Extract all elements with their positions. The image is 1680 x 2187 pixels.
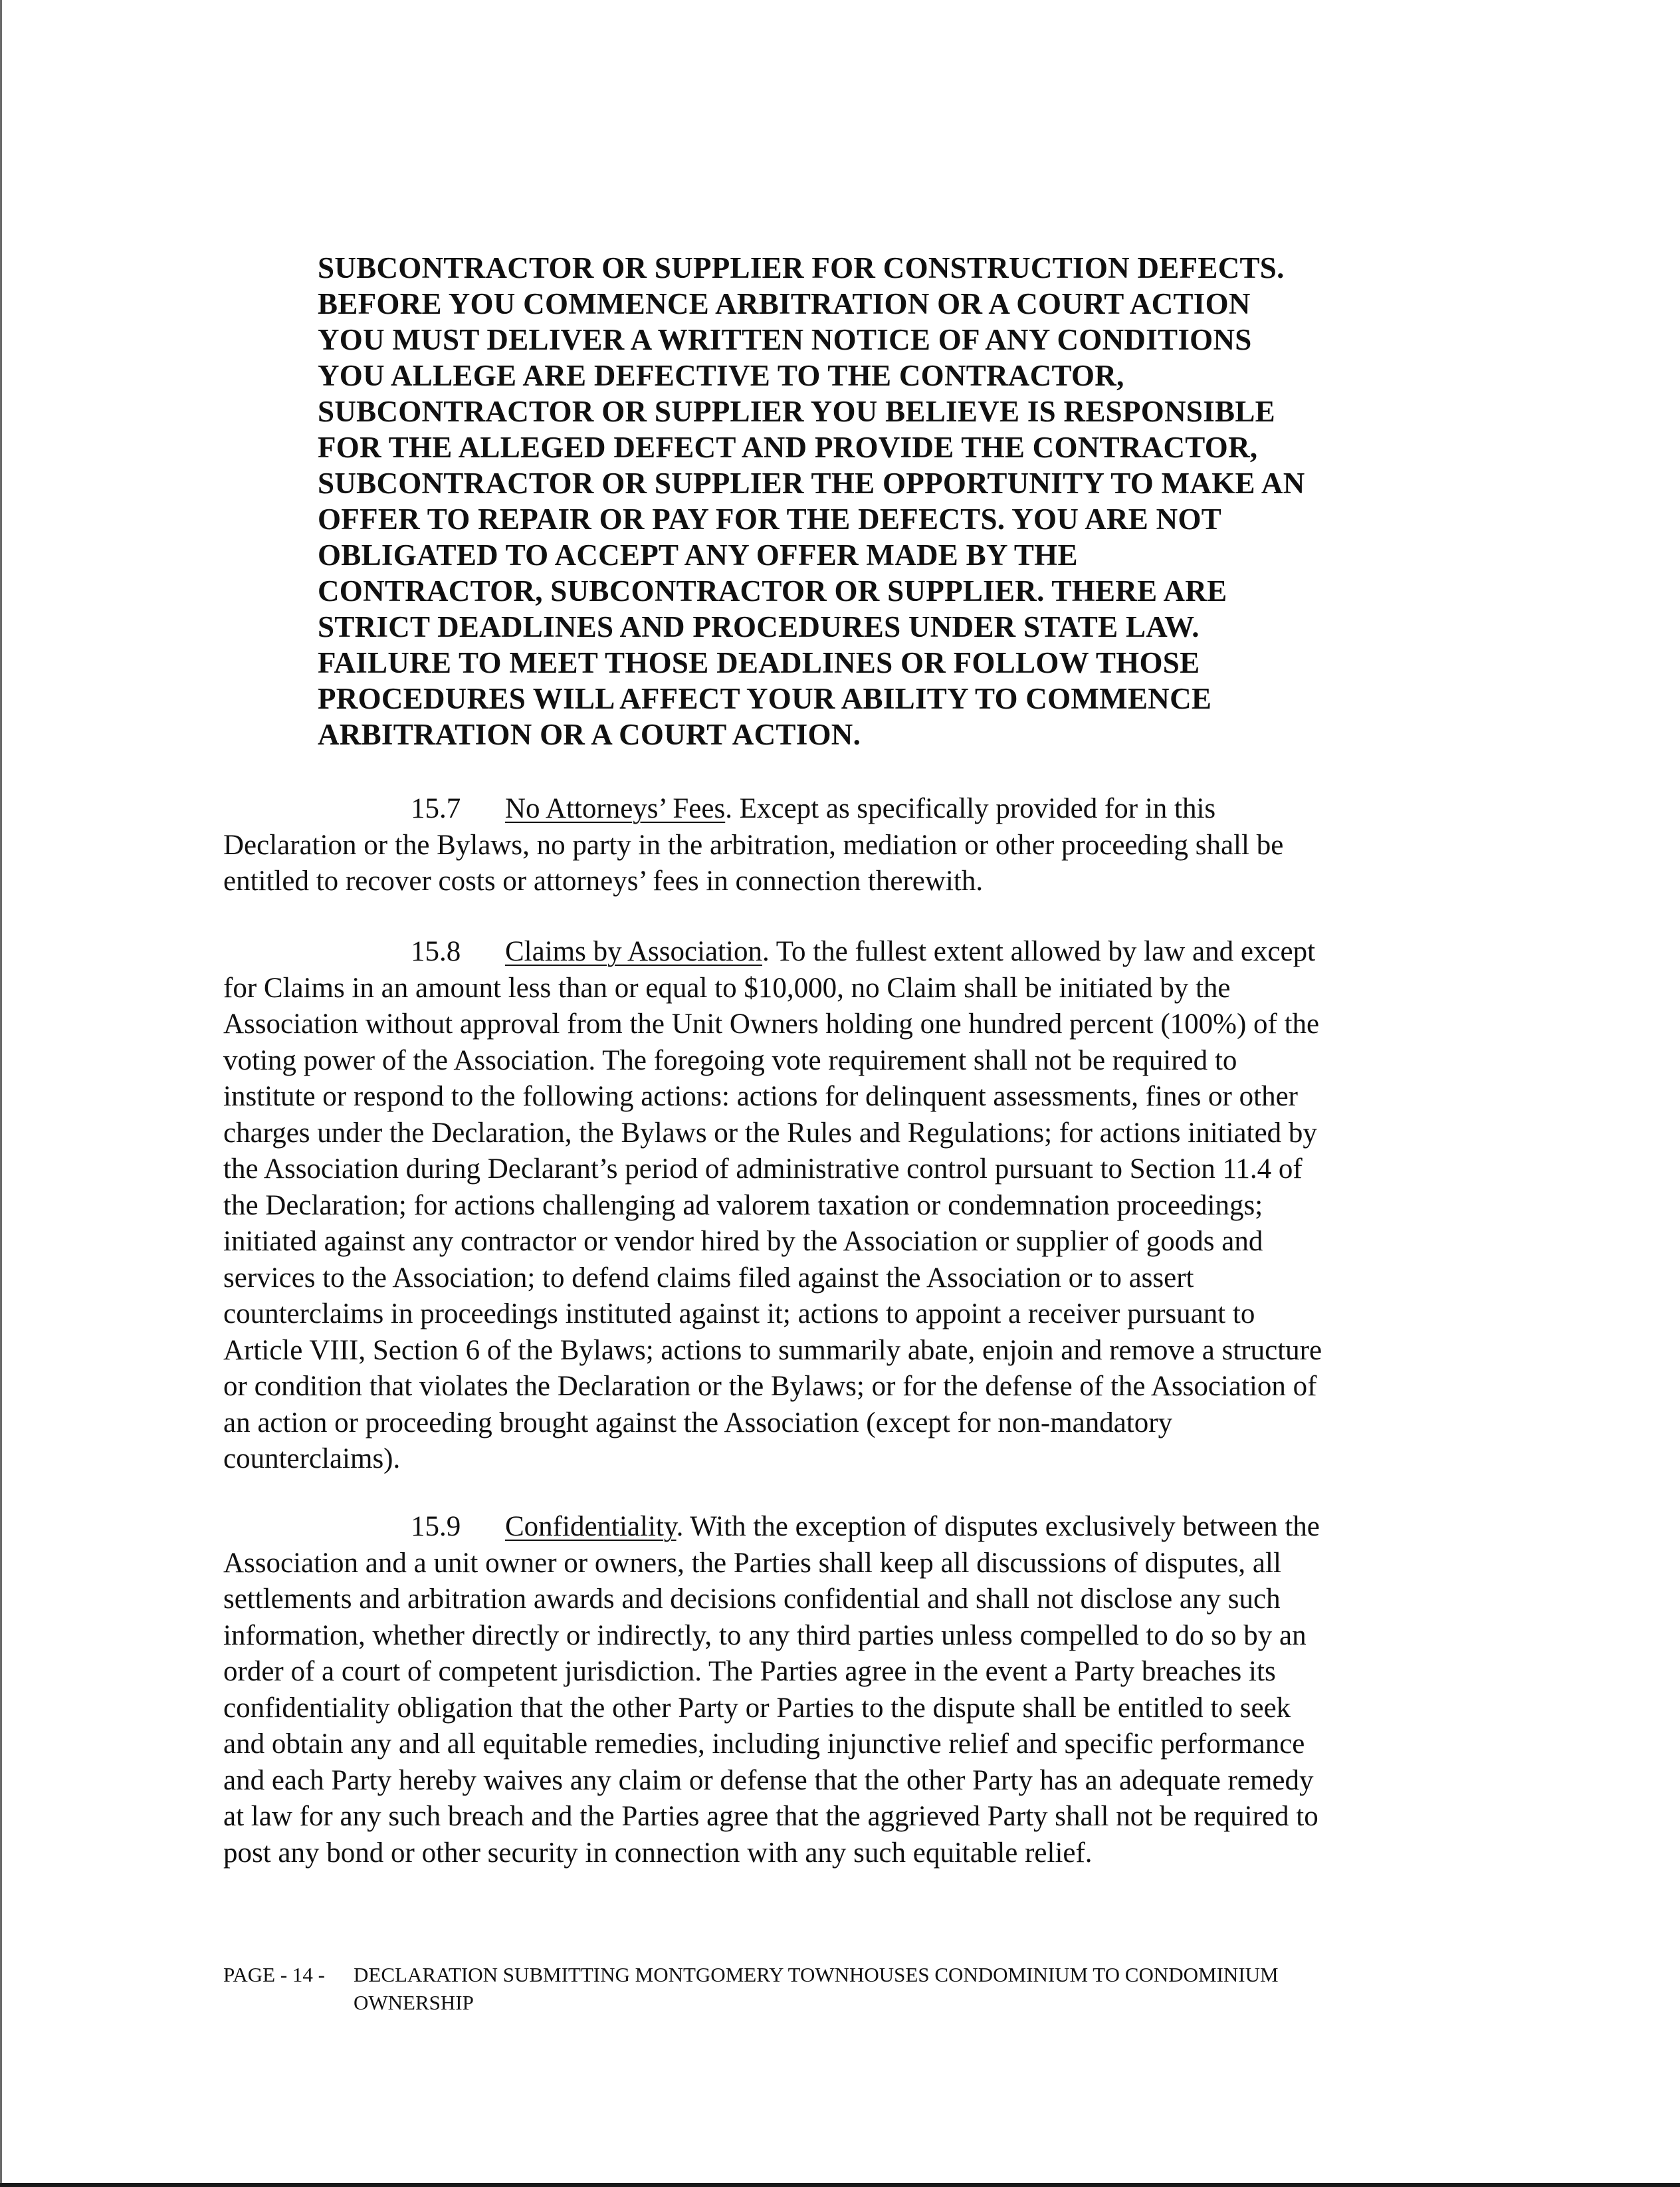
notice-line: SUBCONTRACTOR OR SUPPLIER THE OPPORTUNITY TO MAKE AN bbox=[318, 467, 1305, 500]
section-line: the Association during Declarant’s period of administrative control pursuant to Section 11.4 of bbox=[223, 1153, 1303, 1185]
section-first-line bbox=[223, 791, 1439, 828]
bottom-scan-edge bbox=[0, 2183, 1680, 2187]
notice-line: YOU MUST DELIVER A WRITTEN NOTICE OF ANY CONDITIONS bbox=[318, 323, 1252, 356]
notice-line: SUBCONTRACTOR OR SUPPLIER YOU BELIEVE IS RESPONSIBLE bbox=[318, 395, 1275, 428]
section-15-9-confidentiality bbox=[223, 1509, 1439, 1871]
section-line: information, whether directly or indirectly, to any third parties unless compelled to do so by an bbox=[223, 1619, 1307, 1651]
section-line: at law for any such breach and the Parties agree that the aggrieved Party shall not be required to bbox=[223, 1801, 1318, 1832]
section-line: and each Party hereby waives any claim or defense that the other Party has an adequate remedy bbox=[223, 1764, 1314, 1796]
section-line: counterclaims). bbox=[223, 1443, 401, 1474]
section-line: services to the Association; to defend claims filed against the Association or to assert bbox=[223, 1262, 1194, 1294]
page-number: PAGE - 14 - bbox=[223, 1963, 326, 1986]
section-line: Article VIII, Section 6 of the Bylaws; actions to summarily abate, enjoin and remove a structure bbox=[223, 1334, 1322, 1366]
notice-line: OFFER TO REPAIR OR PAY FOR THE DEFECTS. YOU ARE NOT bbox=[318, 503, 1222, 536]
section-heading: Confidentiality bbox=[505, 1511, 677, 1542]
section-line: and obtain any and all equitable remedies, including injunctive relief and specific performance bbox=[223, 1728, 1305, 1760]
section-text: . Except as specifically provided for in this bbox=[725, 793, 1216, 824]
page-footer bbox=[223, 1961, 1279, 2017]
section-15-8-claims-by-association bbox=[223, 934, 1439, 1478]
section-line: or condition that violates the Declaration or the Bylaws; or for the defense of the Association of bbox=[223, 1371, 1317, 1402]
section-number: 15.8 bbox=[411, 936, 461, 967]
section-line: for Claims in an amount less than or equal to $10,000, no Claim shall be initiated by the bbox=[223, 972, 1231, 1004]
section-line: entitled to recover costs or attorneys’ fees in connection therewith. bbox=[223, 865, 984, 897]
section-line: Association and a unit owner or owners, the Parties shall keep all discussions of disputes, all bbox=[223, 1547, 1281, 1579]
notice-line: SUBCONTRACTOR OR SUPPLIER FOR CONSTRUCTION DEFECTS. bbox=[318, 251, 1285, 285]
section-text: . With the exception of disputes exclusively between the bbox=[676, 1511, 1320, 1542]
section-line: an action or proceeding brought against the Association (except for non-mandatory bbox=[223, 1407, 1173, 1439]
statutory-notice bbox=[318, 250, 1434, 752]
section-line: charges under the Declaration, the Bylaws or the Rules and Regulations; for actions initiated by bbox=[223, 1117, 1317, 1149]
notice-line: ARBITRATION OR A COURT ACTION. bbox=[318, 718, 861, 751]
section-line: order of a court of competent jurisdiction. The Parties agree in the event a Party breaches its bbox=[223, 1656, 1276, 1687]
notice-line: YOU ALLEGE ARE DEFECTIVE TO THE CONTRACTOR, bbox=[318, 359, 1124, 392]
section-line: settlements and arbitration awards and decisions confidential and shall not disclose any such bbox=[223, 1583, 1281, 1615]
notice-line: FAILURE TO MEET THOSE DEADLINES OR FOLLOW THOSE bbox=[318, 646, 1200, 679]
section-line: confidentiality obligation that the other Party or Parties to the dispute shall be entitled to seek bbox=[223, 1692, 1291, 1724]
notice-line: OBLIGATED TO ACCEPT ANY OFFER MADE BY THE bbox=[318, 538, 1078, 572]
section-line: Declaration or the Bylaws, no party in the arbitration, mediation or other proceeding shall be bbox=[223, 829, 1284, 861]
section-first-line bbox=[223, 934, 1439, 971]
section-number: 15.9 bbox=[411, 1511, 461, 1542]
section-heading: No Attorneys’ Fees bbox=[505, 793, 726, 824]
notice-line: BEFORE YOU COMMENCE ARBITRATION OR A COURT ACTION bbox=[318, 287, 1251, 320]
section-heading: Claims by Association bbox=[505, 936, 762, 967]
section-line: post any bond or other security in connection with any such equitable relief. bbox=[223, 1837, 1093, 1869]
section-line: institute or respond to the following actions: actions for delinquent assessments, fines or other bbox=[223, 1081, 1298, 1112]
section-line: the Declaration; for actions challenging ad valorem taxation or condemnation proceedings; bbox=[223, 1189, 1263, 1221]
notice-line: FOR THE ALLEGED DEFECT AND PROVIDE THE CONTRACTOR, bbox=[318, 431, 1258, 464]
section-text: . To the fullest extent allowed by law and except bbox=[762, 936, 1316, 967]
section-line: voting power of the Association. The foregoing vote requirement shall not be required to bbox=[223, 1044, 1237, 1076]
section-line: counterclaims in proceedings instituted against it; actions to appoint a receiver pursuant to bbox=[223, 1298, 1255, 1329]
document-title-continued: OWNERSHIP bbox=[354, 1991, 474, 2014]
notice-line: PROCEDURES WILL AFFECT YOUR ABILITY TO COMMENCE bbox=[318, 682, 1212, 715]
left-scan-edge bbox=[0, 0, 2, 2187]
section-number: 15.7 bbox=[411, 793, 461, 824]
notice-line: STRICT DEADLINES AND PROCEDURES UNDER STATE LAW. bbox=[318, 610, 1200, 643]
section-15-7-no-attorneys-fees bbox=[223, 791, 1439, 900]
notice-line: CONTRACTOR, SUBCONTRACTOR OR SUPPLIER. THERE ARE bbox=[318, 574, 1227, 608]
section-line: Association without approval from the Unit Owners holding one hundred percent (100%) of the bbox=[223, 1008, 1320, 1040]
document-title: DECLARATION SUBMITTING MONTGOMERY TOWNHOUSES CONDOMINIUM TO CONDOMINIUM bbox=[354, 1963, 1279, 1986]
section-first-line bbox=[223, 1509, 1439, 1546]
section-line: initiated against any contractor or vendor hired by the Association or supplier of goods and bbox=[223, 1226, 1263, 1257]
